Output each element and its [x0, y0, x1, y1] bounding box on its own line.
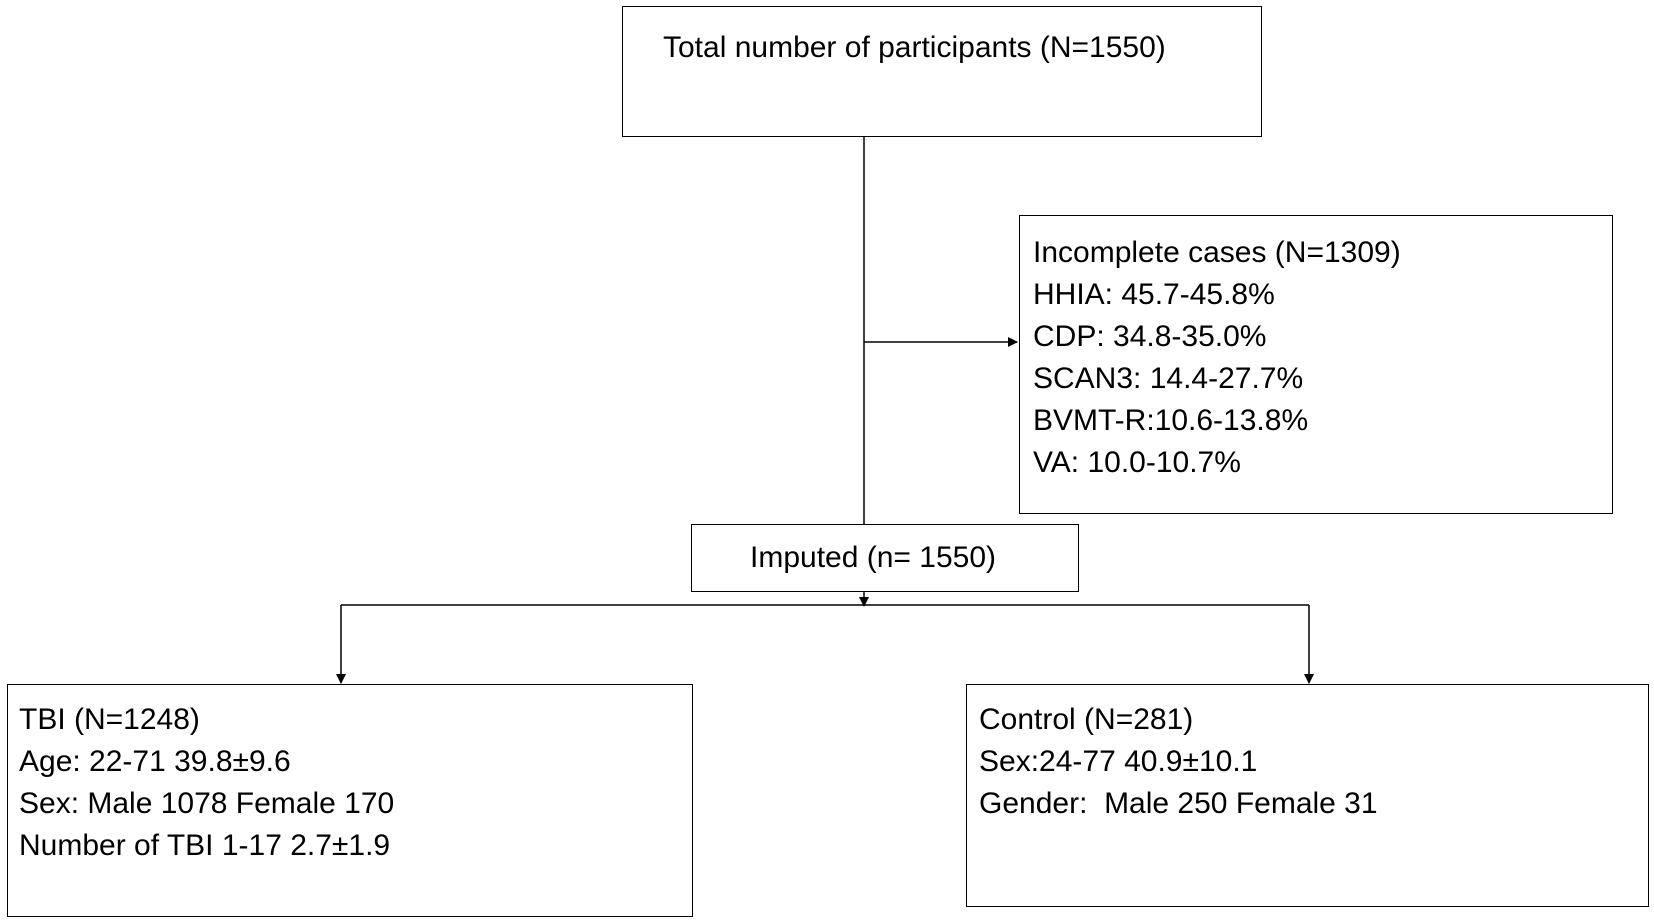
total-participants-label: Total number of participants (N=1550): [663, 31, 1166, 64]
incomplete-bvmt-r: BVMT-R:10.6-13.8%: [1033, 404, 1309, 437]
control-title: Control (N=281): [979, 703, 1194, 736]
tbi-group-box: [7, 684, 693, 917]
tbi-number: Number of TBI 1-17 2.7±1.9: [19, 829, 391, 862]
incomplete-cdp: CDP: 34.8-35.0%: [1033, 320, 1267, 353]
imputed-label: Imputed (n= 1550): [750, 541, 996, 574]
incomplete-cases-box: [1019, 215, 1613, 514]
control-age-sex: Sex:24-77 40.9±10.1: [979, 745, 1258, 778]
incomplete-scan3: SCAN3: 14.4-27.7%: [1033, 362, 1304, 395]
incomplete-hhia: HHIA: 45.7-45.8%: [1033, 278, 1275, 311]
imputed-box: [691, 524, 1079, 592]
tbi-age: Age: 22-71 39.8±9.6: [19, 745, 291, 778]
tbi-title: TBI (N=1248): [19, 703, 200, 736]
incomplete-cases-title: Incomplete cases (N=1309): [1033, 236, 1401, 269]
incomplete-va: VA: 10.0-10.7%: [1033, 446, 1241, 479]
control-group-box: [966, 684, 1649, 907]
control-gender: Gender: Male 250 Female 31: [979, 787, 1378, 820]
total-participants-box: [622, 6, 1262, 137]
tbi-sex: Sex: Male 1078 Female 170: [19, 787, 395, 820]
